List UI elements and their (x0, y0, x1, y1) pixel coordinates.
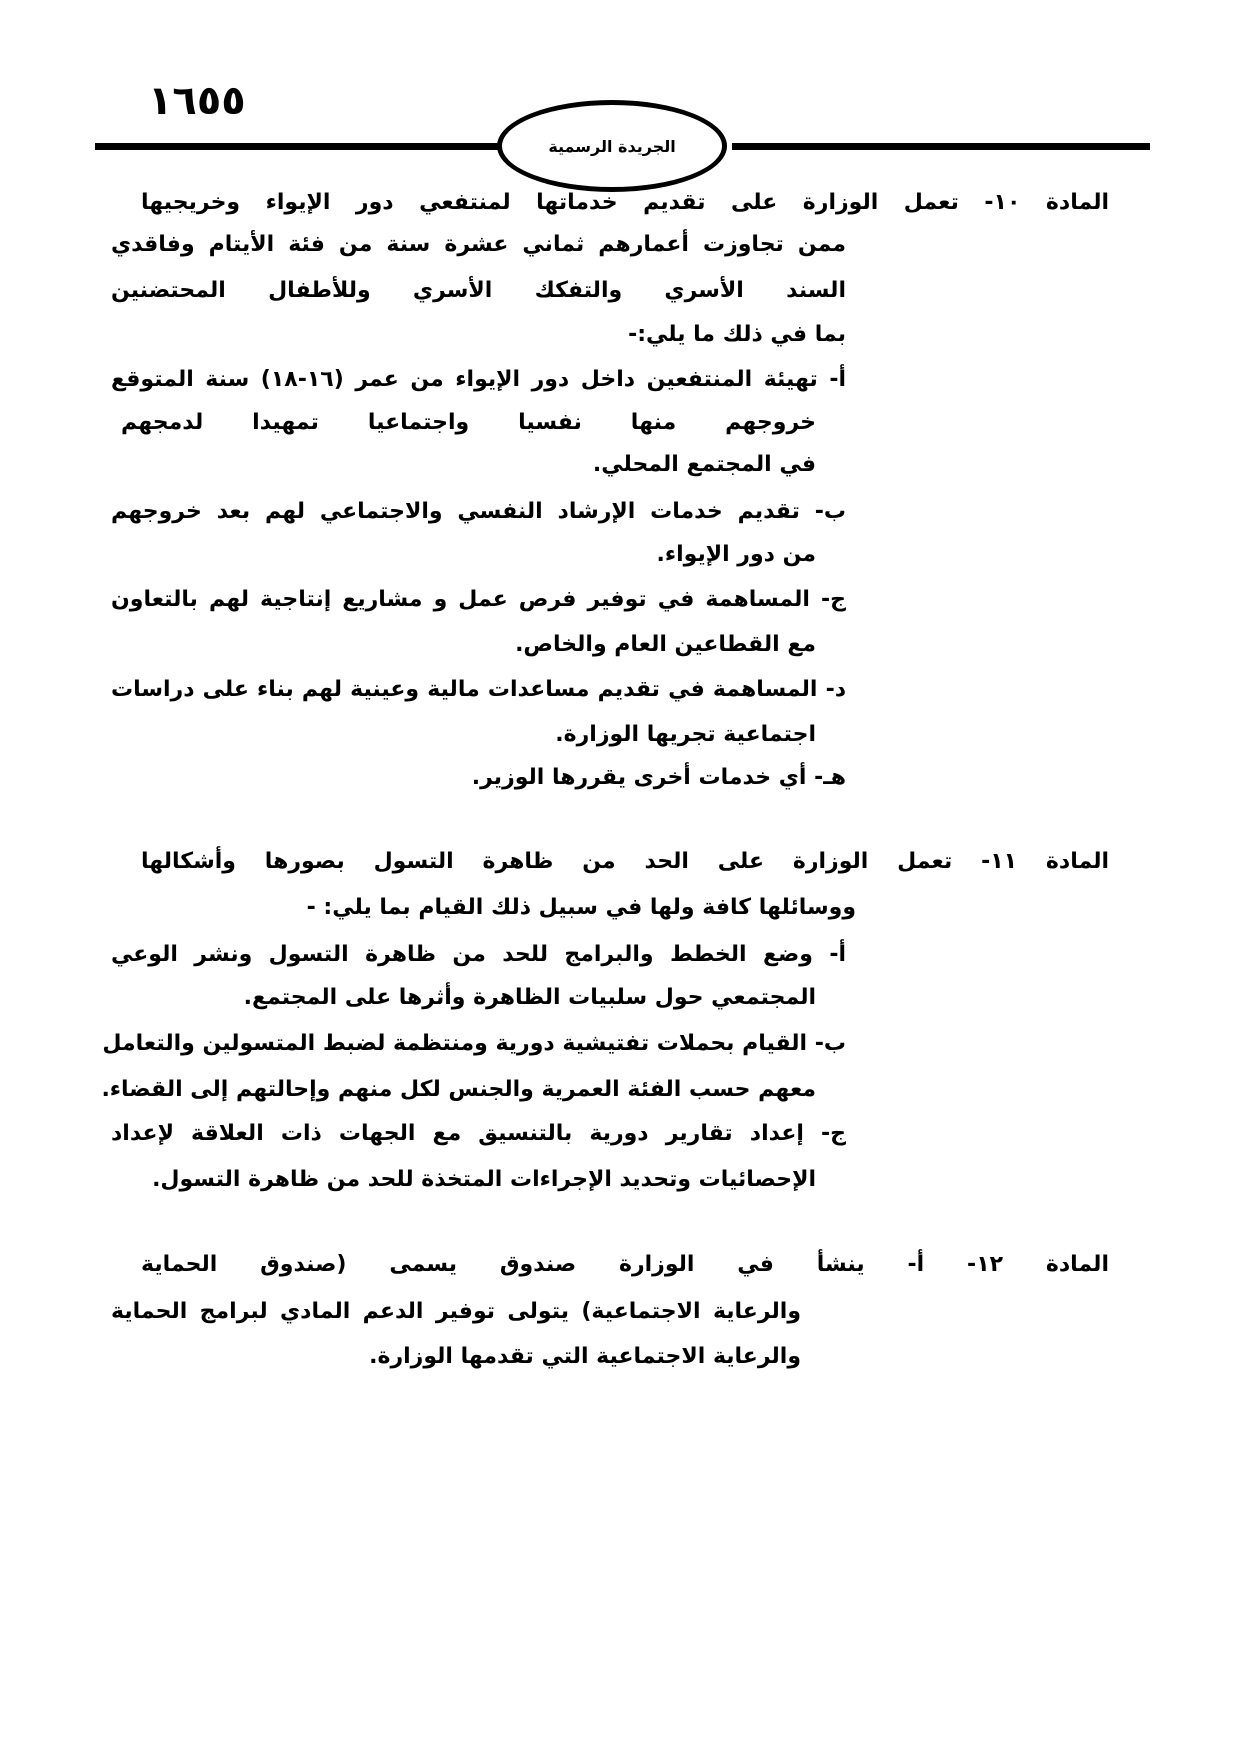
header-rule-right (732, 143, 1150, 150)
article-10-item-c: مع القطاعين العام والخاص. (515, 632, 816, 657)
gazette-title-oval (497, 100, 727, 192)
article-11-item-b: معهم حسب الفئة العمرية والجنس لكل منهم وإحالتهم إلى القضاء. (101, 1077, 816, 1102)
article-11-line: ووسائلها كافة ولها في سبيل ذلك القيام بما يلي: - (306, 895, 856, 920)
article-12-line: والرعاية الاجتماعية) يتولى توفير الدعم المادي لبرامج الحماية (111, 1299, 801, 1324)
article-10-item-d: اجتماعية تجريها الوزارة. (555, 722, 816, 747)
article-10-item-a: خروجهم منها نفسيا واجتماعيا تمهيدا لدمجهم (121, 410, 816, 435)
article-12-line: المادة ١٢- أ- ينشأ في الوزارة صندوق يسمى (صندوق الحماية (141, 1252, 1109, 1277)
article-10-item-d: د- المساهمة في تقديم مساعدات مالية وعينية لهم بناء على دراسات (111, 677, 846, 702)
article-11-item-b: ب- القيام بحملات تفتيشية دورية ومنتظمة لضبط المتسولين والتعامل (102, 1031, 846, 1056)
article-11-item-c: الإحصائيات وتحديد الإجراءات المتخذة للحد من ظاهرة التسول. (152, 1167, 816, 1192)
article-11-item-a: أ- وضع الخطط والبرامج للحد من ظاهرة التسول ونشر الوعي (111, 942, 846, 967)
article-10-item-a: أ- تهيئة المنتفعين داخل دور الإيواء من عمر (١٦-١٨) سنة المتوقع (111, 367, 846, 392)
article-11-item-a: المجتمعي حول سلبيات الظاهرة وأثرها على المجتمع. (243, 985, 816, 1010)
article-10-item-b: من دور الإيواء. (656, 542, 816, 567)
article-10-line: السند الأسري والتفكك الأسري وللأطفال المحتضنين (111, 278, 846, 303)
article-11-line: المادة ١١- تعمل الوزارة على الحد من ظاهرة التسول بصورها وأشكالها (141, 849, 1110, 874)
article-10-line: ممن تجاوزت أعمارهم ثماني عشرة سنة من فئة الأيتام وفاقدي (111, 232, 846, 257)
article-10-item-a: في المجتمع المحلي. (592, 452, 816, 477)
gazette-title: الجريدة الرسمية (548, 136, 676, 156)
article-10-item-b: ب- تقديم خدمات الإرشاد النفسي والاجتماعي لهم بعد خروجهم (111, 499, 846, 524)
article-10-line: بما في ذلك ما يلي:- (628, 322, 846, 347)
header-rule-left (95, 143, 507, 150)
article-10-item-e: هـ- أي خدمات أخرى يقررها الوزير. (471, 765, 846, 790)
article-10-line: المادة ١٠- تعمل الوزارة على تقديم خدماتها لمنتفعي دور الإيواء وخريجيها (141, 190, 1109, 215)
article-10-item-c: ج- المساهمة في توفير فرص عمل و مشاريع إنتاجية لهم بالتعاون (111, 587, 846, 612)
page-number: ١٦٥٥ (148, 78, 246, 124)
article-12-line: والرعاية الاجتماعية التي تقدمها الوزارة. (369, 1344, 801, 1369)
article-11-item-c: ج- إعداد تقارير دورية بالتنسيق مع الجهات ذات العلاقة لإعداد (111, 1121, 846, 1146)
